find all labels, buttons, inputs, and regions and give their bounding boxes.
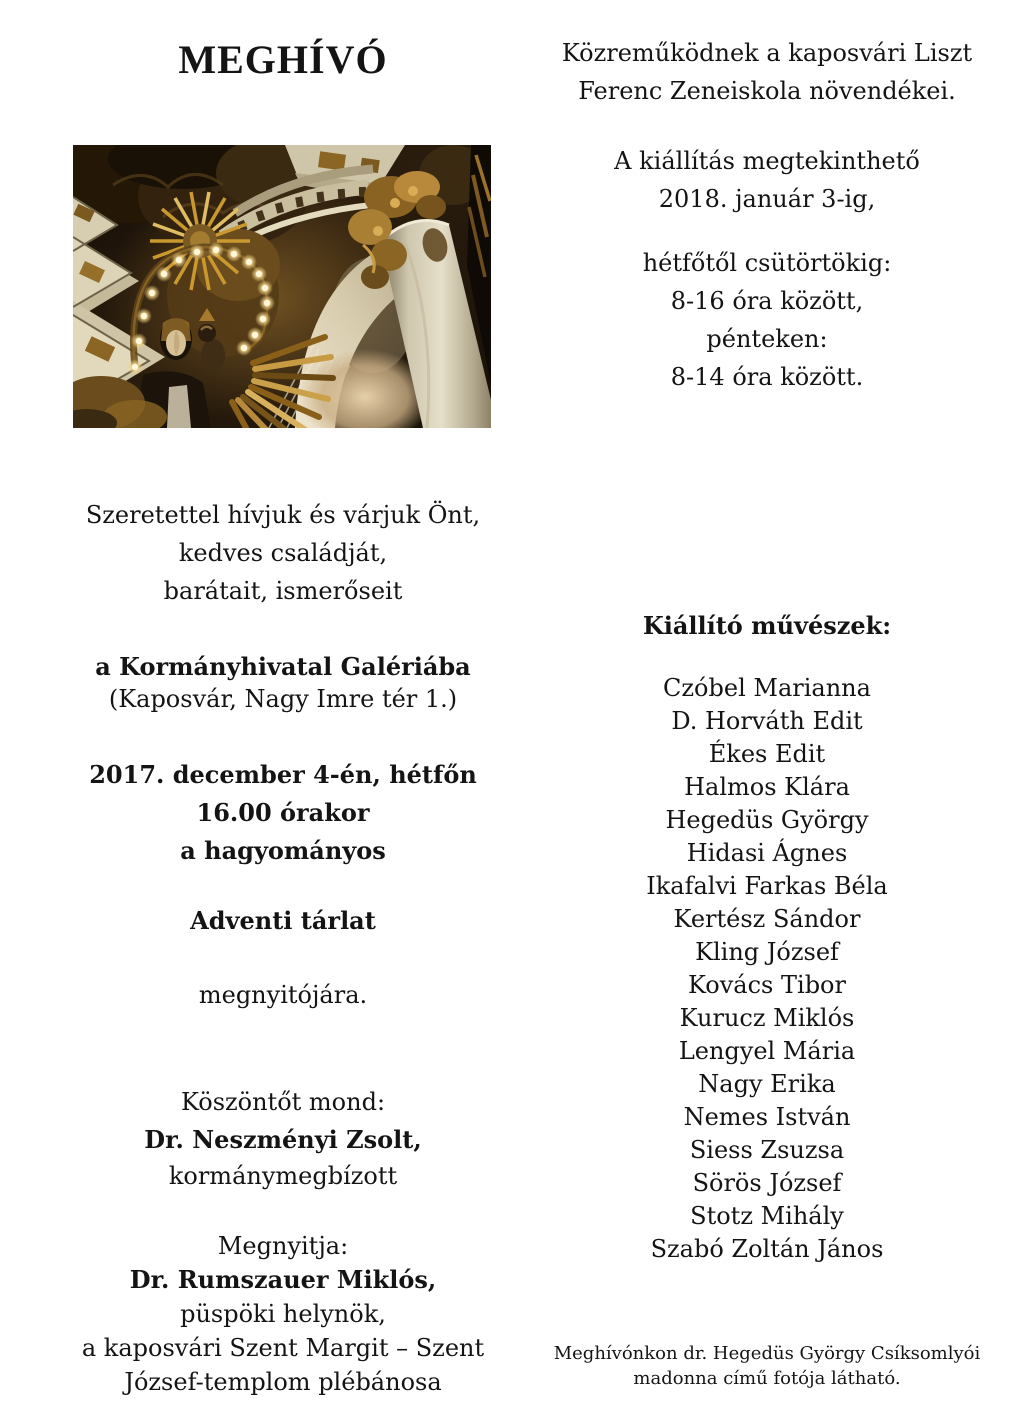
hours-line: 8-14 óra között. (670, 363, 864, 391)
opener-title-line: a kaposvári Szent Margit – Szent (81, 1334, 485, 1362)
venue-name: a Kormányhivatal Galériába (95, 652, 471, 681)
opener-title-line: püspöki helynök, (180, 1300, 386, 1328)
event-tradition-line: a hagyományos (180, 836, 386, 865)
viewing-line: 2018. január 3-ig, (658, 185, 876, 213)
venue-block (30, 650, 536, 716)
artist-name: Halmos Klára (684, 773, 850, 801)
greeting-line: kedves családját, (178, 539, 388, 567)
greeter-label: Köszöntőt mond: (180, 1088, 386, 1116)
opener-name: Dr. Rumszauer Miklós, (129, 1265, 437, 1294)
artist-name: Kertész Sándor (673, 905, 861, 933)
artist-name: Czóbel Marianna (663, 674, 871, 702)
artist-name: Lengyel Mária (678, 1037, 856, 1065)
artist-name: Kurucz Miklós (679, 1004, 855, 1032)
artist-name: Stotz Mihály (690, 1202, 844, 1230)
contributors-line: Közreműködnek a kaposvári Liszt (561, 39, 973, 67)
hours-line: hétfőtől csütörtökig: (642, 249, 892, 277)
viewing-line: A kiállítás megtekinthető (614, 147, 920, 175)
hours-line: 8-16 óra között, (670, 287, 864, 315)
artist-name: Kling József (695, 938, 839, 966)
photo-credit-line: madonna című fotója látható. (633, 1368, 901, 1389)
opening-hours-block (518, 244, 1016, 396)
page-title: MEGHÍVÓ (178, 37, 388, 82)
hours-line: pénteken: (706, 325, 828, 353)
artist-name: Siess Zsuzsa (689, 1136, 845, 1164)
venue-address: (Kaposvár, Nagy Imre tér 1.) (108, 685, 458, 713)
artist-name: Nemes István (683, 1103, 851, 1131)
invitation-greeting (30, 496, 536, 610)
artist-name: Kovács Tibor (688, 971, 846, 999)
greeter-title: kormánymegbízott (168, 1162, 398, 1190)
event-suffix: megnyitójára. (198, 981, 368, 1009)
photo-credit-line: Meghívónkon dr. Hegedüs György Csíksomlyói (553, 1343, 981, 1364)
opener-block (30, 1229, 536, 1399)
artist-name: Ikafalvi Farkas Béla (646, 872, 888, 900)
event-name: Adventi tárlat (190, 906, 376, 935)
event-date: 2017. december 4-én, hétfőn (89, 760, 477, 789)
altar-madonna-photo (73, 145, 491, 428)
artist-name: Hegedüs György (665, 806, 869, 834)
artist-name: Ékes Edit (708, 740, 826, 768)
viewing-block (518, 142, 1016, 218)
greeter-block (30, 1084, 536, 1195)
greeting-line: barátait, ismerőseit (163, 577, 403, 605)
greeting-line: Szeretettel hívjuk és várjuk Önt, (85, 501, 481, 529)
event-time: 16.00 órakor (196, 798, 370, 827)
artists-heading: Kiállító művészek: (642, 611, 892, 640)
greeter-name: Dr. Neszményi Zsolt, (144, 1125, 422, 1154)
opener-label: Megnyitja: (217, 1232, 349, 1260)
artists-list (518, 672, 1016, 1266)
opener-title-line: József-templom plébánosa (124, 1368, 442, 1396)
contributors-block (518, 34, 1016, 110)
photo-credit (518, 1341, 1016, 1391)
contributors-line: Ferenc Zeneiskola növendékei. (578, 77, 956, 105)
artist-name: Hidasi Ágnes (686, 839, 848, 867)
artist-name: Szabó Zoltán János (650, 1235, 884, 1263)
altar-photo-illustration (73, 145, 491, 428)
artist-name: D. Horváth Edit (671, 707, 863, 735)
date-block (30, 756, 536, 870)
artist-name: Sörös József (692, 1169, 842, 1197)
artist-name: Nagy Erika (698, 1070, 836, 1098)
